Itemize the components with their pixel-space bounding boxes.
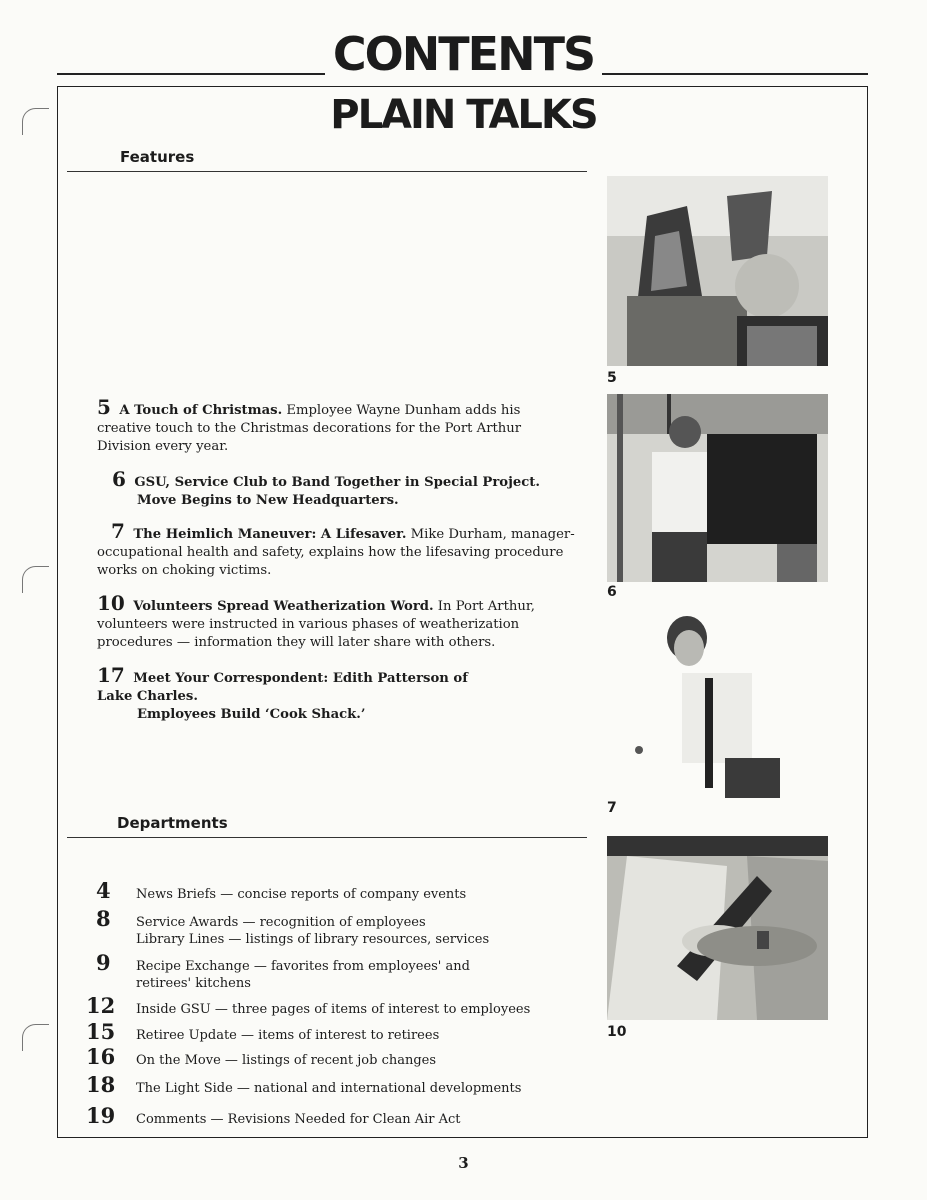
department-page-number: 9 — [96, 950, 111, 975]
department-item[interactable] — [96, 906, 596, 948]
department-text-extra: Library Lines — listings of library resources, services — [136, 932, 490, 947]
departments-heading: Departments — [117, 814, 228, 832]
photo-caption: 10 — [607, 1024, 627, 1040]
feature-page-number: 7 — [111, 519, 125, 543]
department-item[interactable] — [96, 950, 596, 992]
photo-caption: 5 — [607, 370, 617, 386]
department-text: Retiree Update — items of interest to retirees — [136, 1028, 440, 1043]
binder-hole-middle — [22, 566, 49, 593]
department-page-number: 18 — [86, 1072, 116, 1097]
department-page-number: 16 — [86, 1044, 116, 1069]
feature-item[interactable] — [97, 591, 577, 652]
department-page-number: 8 — [96, 906, 111, 931]
feature-title: A Touch of Christmas. — [119, 403, 283, 418]
photo-caption: 7 — [607, 800, 617, 816]
feature-page-number: 5 — [97, 395, 111, 419]
photo-christmas-decorations — [607, 176, 828, 366]
features-heading: Features — [120, 148, 195, 166]
department-page-number: 19 — [86, 1103, 116, 1128]
department-item[interactable] — [86, 1044, 586, 1069]
feature-page-number: 10 — [97, 591, 125, 615]
department-page-number: 15 — [86, 1019, 116, 1044]
departments-rule — [67, 837, 587, 838]
feature-item[interactable] — [97, 663, 497, 724]
department-text-extra: retirees' kitchens — [136, 976, 251, 991]
feature-item[interactable] — [97, 395, 577, 456]
feature-item[interactable] — [97, 519, 577, 580]
feature-description: In Port Arthur, volunteers were instructed in various phases of weatherization procedures — information they will later share with others. — [97, 599, 535, 650]
magazine-title: PLAIN TALKS — [330, 92, 597, 138]
feature-title: The Heimlich Maneuver: A Lifesaver. — [133, 527, 407, 542]
department-item[interactable] — [86, 1019, 586, 1044]
feature-description: Employee Wayne Dunham adds his creative touch to the Christmas decorations for the Port Arthur Division every year. — [97, 403, 522, 454]
department-item[interactable] — [86, 1103, 586, 1128]
feature-page-number: 6 — [112, 467, 126, 491]
feature-subtitle: Move Begins to New Headquarters. — [137, 493, 399, 508]
department-text: News Briefs — concise reports of company events — [136, 887, 467, 902]
feature-subtitle: Employees Build ‘Cook Shack.’ — [137, 707, 366, 722]
department-page-number: 12 — [86, 993, 116, 1018]
feature-item[interactable] — [112, 467, 592, 510]
department-text: Comments — Revisions Needed for Clean Air Act — [136, 1112, 461, 1127]
binder-hole-bottom — [22, 1024, 49, 1051]
photo-moving-furniture — [607, 394, 828, 582]
feature-page-number: 17 — [97, 663, 125, 687]
department-text: Service Awards — recognition of employees — [136, 915, 426, 930]
department-item[interactable] — [86, 993, 586, 1018]
photo-caption: 6 — [607, 584, 617, 600]
department-text: Inside GSU — three pages of items of interest to employees — [136, 1002, 531, 1017]
photo-weatherization-caulking — [607, 836, 828, 1020]
features-rule — [67, 171, 587, 172]
department-text: The Light Side — national and international developments — [136, 1081, 522, 1096]
department-text: Recipe Exchange — favorites from employees' and — [136, 959, 470, 974]
feature-title: GSU, Service Club to Band Together in Special Project. — [134, 475, 540, 490]
contents-title: CONTENTS — [0, 28, 927, 80]
department-text: On the Move — listings of recent job changes — [136, 1053, 437, 1068]
feature-title: Volunteers Spread Weatherization Word. — [133, 599, 434, 614]
department-page-number: 4 — [96, 878, 111, 903]
department-item[interactable] — [96, 878, 596, 903]
photo-heimlich-maneuver — [607, 608, 828, 798]
department-item[interactable] — [86, 1072, 586, 1097]
page-number: 3 — [458, 1154, 469, 1172]
feature-description: Mike Durham, manager-occupational health and safety, explains how the lifesaving procedure works on choking victims. — [97, 527, 575, 578]
feature-title: Meet Your Correspondent: Edith Patterson of Lake Charles. — [97, 671, 468, 704]
